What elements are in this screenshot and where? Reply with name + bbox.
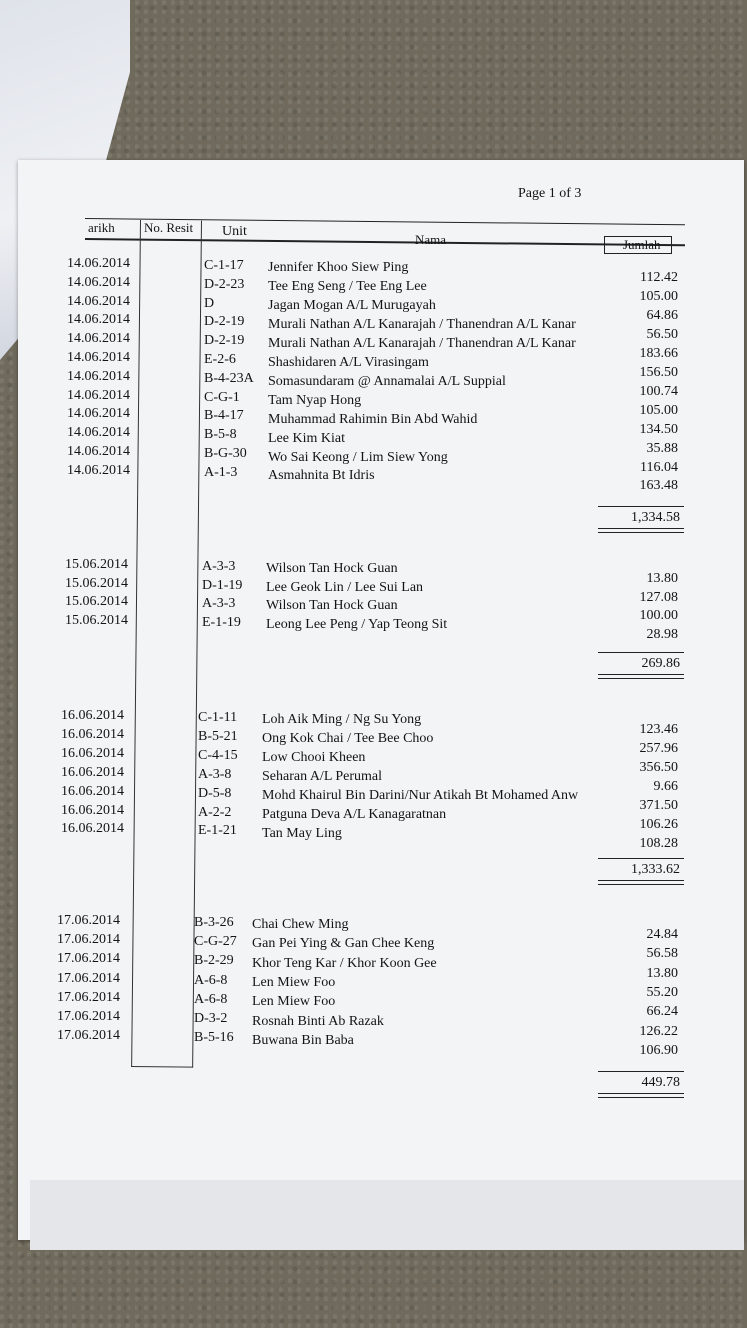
row-amount: 13.80 bbox=[646, 571, 678, 586]
row-amount: 106.90 bbox=[639, 1043, 678, 1059]
row-name: Jagan Mogan A/L Murugayah bbox=[268, 297, 436, 313]
row-date: 17.06.2014 bbox=[57, 932, 120, 948]
row-date: 14.06.2014 bbox=[67, 368, 130, 384]
row-unit: D-3-2 bbox=[194, 1011, 228, 1026]
row-date: 17.06.2014 bbox=[57, 913, 120, 928]
row-amount: 126.22 bbox=[639, 1023, 678, 1039]
row-name: Chai Chew Ming bbox=[252, 917, 349, 932]
row-name: Jennifer Khoo Siew Ping bbox=[268, 260, 409, 275]
row-unit: A-3-8 bbox=[198, 766, 232, 782]
group-total: 1,333.62 bbox=[631, 862, 680, 877]
subtotal-rule bbox=[598, 506, 684, 507]
row-unit: E-2-6 bbox=[204, 352, 236, 367]
row-amount: 371.50 bbox=[639, 798, 678, 814]
row-unit: A-6-8 bbox=[194, 991, 228, 1007]
row-amount: 56.50 bbox=[646, 326, 678, 342]
total-double-rule bbox=[598, 528, 684, 533]
page-underneath bbox=[30, 1180, 744, 1250]
row-amount: 35.88 bbox=[646, 440, 678, 456]
row-amount: 108.28 bbox=[639, 836, 678, 852]
row-unit: D-1-19 bbox=[202, 577, 243, 593]
header-tarikh: arikh bbox=[88, 220, 115, 235]
row-amount: 28.98 bbox=[646, 626, 678, 642]
row-amount: 123.46 bbox=[639, 722, 678, 737]
row-unit: D bbox=[204, 295, 215, 311]
header-nama: Nama bbox=[415, 232, 447, 247]
row-name: Muhammad Rahimin Bin Abd Wahid bbox=[268, 411, 478, 427]
row-date: 15.06.2014 bbox=[65, 612, 128, 628]
row-name: Tan May Ling bbox=[262, 826, 342, 842]
header-resit: No. Resit bbox=[144, 220, 194, 235]
row-amount: 55.20 bbox=[646, 985, 678, 1001]
row-date: 16.06.2014 bbox=[61, 708, 124, 723]
row-amount: 127.08 bbox=[639, 589, 678, 605]
row-name: Low Chooi Kheen bbox=[262, 750, 366, 766]
row-date: 16.06.2014 bbox=[61, 821, 124, 837]
group-total: 1,334.58 bbox=[631, 510, 680, 525]
row-name: Khor Teng Kar / Khor Koon Gee bbox=[252, 955, 437, 971]
row-name: Asmahnita Bt Idris bbox=[268, 468, 375, 484]
row-amount: 56.58 bbox=[646, 946, 678, 962]
row-date: 17.06.2014 bbox=[57, 1009, 120, 1024]
row-amount: 9.66 bbox=[653, 779, 678, 795]
row-name: Seharan A/L Perumal bbox=[262, 769, 383, 785]
group-total: 269.86 bbox=[641, 656, 680, 671]
row-name: Lee Kim Kiat bbox=[268, 430, 345, 446]
row-amount: 64.86 bbox=[646, 307, 678, 323]
row-unit: B-4-17 bbox=[204, 408, 244, 424]
row-amount: 105.00 bbox=[639, 402, 678, 418]
row-amount: 183.66 bbox=[639, 345, 678, 361]
subtotal-rule bbox=[598, 1071, 684, 1072]
row-amount: 156.50 bbox=[639, 364, 678, 380]
row-unit: E-1-19 bbox=[202, 614, 241, 630]
header-unit: Unit bbox=[222, 224, 247, 239]
total-double-rule bbox=[598, 674, 684, 679]
row-name: Murali Nathan A/L Kanarajah / Thanendran A/L Kanar bbox=[268, 335, 576, 351]
row-name: Len Miew Foo bbox=[252, 975, 336, 991]
row-unit: B-4-23A bbox=[204, 370, 254, 386]
row-date: 14.06.2014 bbox=[67, 425, 130, 441]
row-amount: 257.96 bbox=[639, 741, 678, 757]
row-unit: A-3-3 bbox=[202, 559, 236, 574]
row-unit: A-3-3 bbox=[202, 596, 236, 611]
row-name: Tee Eng Seng / Tee Eng Lee bbox=[268, 278, 427, 294]
row-unit: B-5-8 bbox=[204, 427, 237, 443]
row-unit: B-5-21 bbox=[198, 728, 238, 744]
row-amount: 134.50 bbox=[639, 421, 678, 437]
row-unit: D-2-19 bbox=[204, 333, 245, 349]
row-name: Tam Nyap Hong bbox=[268, 392, 362, 408]
row-name: Leong Lee Peng / Yap Teong Sit bbox=[266, 616, 448, 632]
row-amount: 66.24 bbox=[646, 1004, 678, 1020]
row-date: 14.06.2014 bbox=[67, 387, 130, 403]
row-unit: C-4-15 bbox=[198, 747, 238, 763]
row-date: 14.06.2014 bbox=[67, 312, 130, 328]
row-date: 16.06.2014 bbox=[61, 802, 124, 818]
resit-column-box bbox=[131, 220, 202, 1068]
header-jumlah: Jumlah bbox=[604, 236, 672, 254]
row-unit: C-1-17 bbox=[204, 258, 244, 273]
row-name: Loh Aik Ming / Ng Su Yong bbox=[262, 712, 422, 727]
row-unit: B-2-29 bbox=[194, 953, 234, 969]
row-date: 14.06.2014 bbox=[67, 350, 130, 365]
row-date: 16.06.2014 bbox=[61, 783, 124, 799]
row-amount: 106.26 bbox=[639, 817, 678, 833]
row-date: 14.06.2014 bbox=[67, 462, 130, 478]
row-unit: C-G-27 bbox=[194, 934, 237, 950]
row-date: 16.06.2014 bbox=[61, 745, 124, 761]
row-date: 15.06.2014 bbox=[65, 557, 128, 572]
row-unit: B-3-26 bbox=[194, 915, 234, 930]
row-amount: 24.84 bbox=[646, 927, 678, 942]
row-amount: 13.80 bbox=[646, 965, 678, 981]
row-amount: 356.50 bbox=[639, 760, 678, 776]
row-name: Wo Sai Keong / Lim Siew Yong bbox=[268, 449, 448, 465]
row-name: Lee Geok Lin / Lee Sui Lan bbox=[266, 579, 424, 595]
row-amount: 112.42 bbox=[640, 270, 678, 285]
row-date: 14.06.2014 bbox=[67, 256, 130, 271]
total-double-rule bbox=[598, 880, 684, 885]
row-unit: A-2-2 bbox=[198, 804, 232, 820]
row-date: 16.06.2014 bbox=[61, 764, 124, 780]
row-name: Ong Kok Chai / Tee Bee Choo bbox=[262, 731, 434, 747]
row-date: 17.06.2014 bbox=[57, 1028, 120, 1044]
row-amount: 105.00 bbox=[639, 288, 678, 304]
row-unit: A-6-8 bbox=[194, 972, 228, 988]
row-date: 16.06.2014 bbox=[61, 726, 124, 742]
row-amount: 116.04 bbox=[640, 459, 678, 475]
row-date: 17.06.2014 bbox=[57, 951, 120, 967]
row-unit: C-1-11 bbox=[198, 710, 238, 725]
row-date: 17.06.2014 bbox=[57, 989, 120, 1005]
row-name: Murali Nathan A/L Kanarajah / Thanendran A/L Kanar bbox=[268, 316, 576, 332]
row-unit: A-1-3 bbox=[204, 464, 238, 480]
row-name: Somasundaram @ Annamalai A/L Suppial bbox=[268, 373, 506, 389]
row-name: Rosnah Binti Ab Razak bbox=[252, 1013, 384, 1029]
row-date: 17.06.2014 bbox=[57, 970, 120, 986]
row-unit: D-2-23 bbox=[204, 276, 245, 292]
row-amount: 100.74 bbox=[639, 383, 678, 399]
row-date: 15.06.2014 bbox=[65, 594, 128, 609]
page-number: Page 1 of 3 bbox=[518, 186, 582, 201]
row-name: Buwana Bin Baba bbox=[252, 1033, 354, 1049]
row-amount: 163.48 bbox=[639, 478, 678, 494]
row-unit: D-5-8 bbox=[198, 785, 232, 801]
row-name: Wilson Tan Hock Guan bbox=[266, 561, 398, 576]
row-date: 14.06.2014 bbox=[67, 293, 130, 309]
row-date: 14.06.2014 bbox=[67, 444, 130, 459]
row-name: Mohd Khairul Bin Darini/Nur Atikah Bt Mohamed Anw bbox=[262, 788, 579, 804]
row-date: 15.06.2014 bbox=[65, 575, 128, 591]
group-total: 449.78 bbox=[641, 1075, 680, 1090]
row-unit: B-G-30 bbox=[204, 446, 247, 461]
row-unit: C-G-1 bbox=[204, 389, 240, 405]
subtotal-rule bbox=[598, 858, 684, 859]
row-name: Len Miew Foo bbox=[252, 994, 336, 1010]
row-amount: 100.00 bbox=[639, 608, 678, 624]
row-name: Gan Pei Ying & Gan Chee Keng bbox=[252, 936, 435, 952]
row-date: 14.06.2014 bbox=[67, 331, 130, 347]
row-name: Patguna Deva A/L Kanagaratnan bbox=[262, 807, 447, 823]
row-date: 14.06.2014 bbox=[67, 274, 130, 290]
row-unit: B-5-16 bbox=[194, 1030, 234, 1046]
row-name: Wilson Tan Hock Guan bbox=[266, 598, 398, 614]
row-unit: E-1-21 bbox=[198, 823, 237, 839]
row-name: Shashidaren A/L Virasingam bbox=[268, 354, 429, 370]
subtotal-rule bbox=[598, 652, 684, 653]
row-date: 14.06.2014 bbox=[67, 406, 130, 422]
total-double-rule bbox=[598, 1093, 684, 1098]
row-unit: D-2-19 bbox=[204, 314, 245, 330]
